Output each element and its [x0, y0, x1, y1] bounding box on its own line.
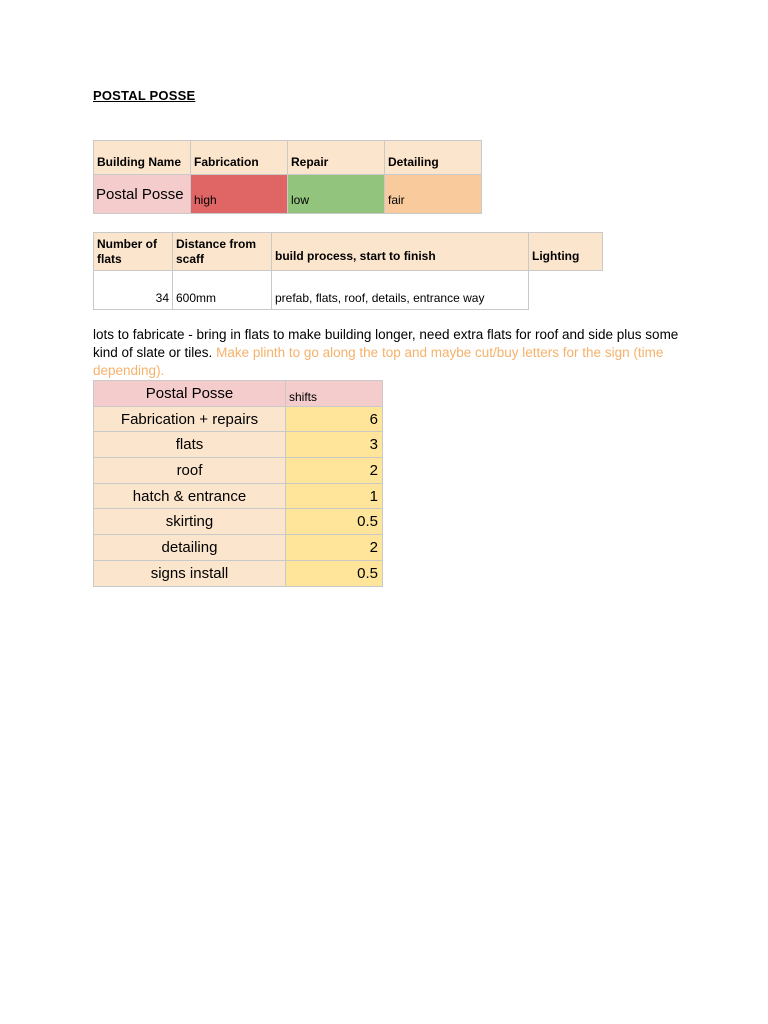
task-shifts: 1 [286, 483, 383, 509]
table-row [94, 406, 383, 432]
notes-highlight-text: Make plinth to go along the top and maybe cut/buy letters for the sign (time depending). [93, 345, 664, 378]
header-detailing: Detailing [385, 141, 482, 175]
header-build-process: build process, start to finish [272, 233, 529, 271]
details-header-row [94, 233, 603, 271]
detailing-value: fair [385, 175, 482, 214]
task-shifts: 6 [286, 406, 383, 432]
table-row [94, 560, 383, 586]
task-shifts: 2 [286, 535, 383, 561]
header-distance-from-scaff: Distance from scaff [173, 233, 272, 271]
lighting-value [529, 271, 603, 310]
task-shifts: 0.5 [286, 509, 383, 535]
flats-count-value: 34 [94, 271, 173, 310]
details-values-row [94, 271, 603, 310]
header-fabrication: Fabrication [191, 141, 288, 175]
header-lighting: Lighting [529, 233, 603, 271]
table-row [94, 432, 383, 458]
header-repair: Repair [288, 141, 385, 175]
header-building-name: Building Name [94, 141, 191, 175]
task-shifts: 2 [286, 458, 383, 484]
summary-values-row [94, 175, 482, 214]
table-row [94, 509, 383, 535]
details-table [93, 232, 603, 310]
shifts-table [93, 380, 383, 587]
shifts-header-name: Postal Posse [94, 381, 286, 407]
task-name: hatch & entrance [94, 483, 286, 509]
shifts-header-label: shifts [286, 381, 383, 407]
table-row [94, 458, 383, 484]
fabrication-value: high [191, 175, 288, 214]
summary-header-row [94, 141, 482, 175]
summary-table [93, 140, 482, 214]
building-name-value: Postal Posse [94, 175, 191, 214]
task-name: skirting [94, 509, 286, 535]
header-number-of-flats: Number of flats [94, 233, 173, 271]
task-shifts: 0.5 [286, 560, 383, 586]
table-row [94, 483, 383, 509]
shifts-header-row [94, 381, 383, 407]
notes-main-text: lots to fabricate - bring in flats to make building longer, need extra flats for roof and side plus some kind of slate or tiles. [93, 327, 679, 360]
table-row [94, 535, 383, 561]
distance-value: 600mm [173, 271, 272, 310]
build-process-value: prefab, flats, roof, details, entrance way [272, 271, 529, 310]
repair-value: low [288, 175, 385, 214]
task-name: detailing [94, 535, 286, 561]
task-name: signs install [94, 560, 286, 586]
task-name: roof [94, 458, 286, 484]
task-name: Fabrication + repairs [94, 406, 286, 432]
task-shifts: 3 [286, 432, 383, 458]
notes-paragraph [93, 326, 683, 380]
task-name: flats [94, 432, 286, 458]
page-title: POSTAL POSSE [93, 88, 196, 103]
